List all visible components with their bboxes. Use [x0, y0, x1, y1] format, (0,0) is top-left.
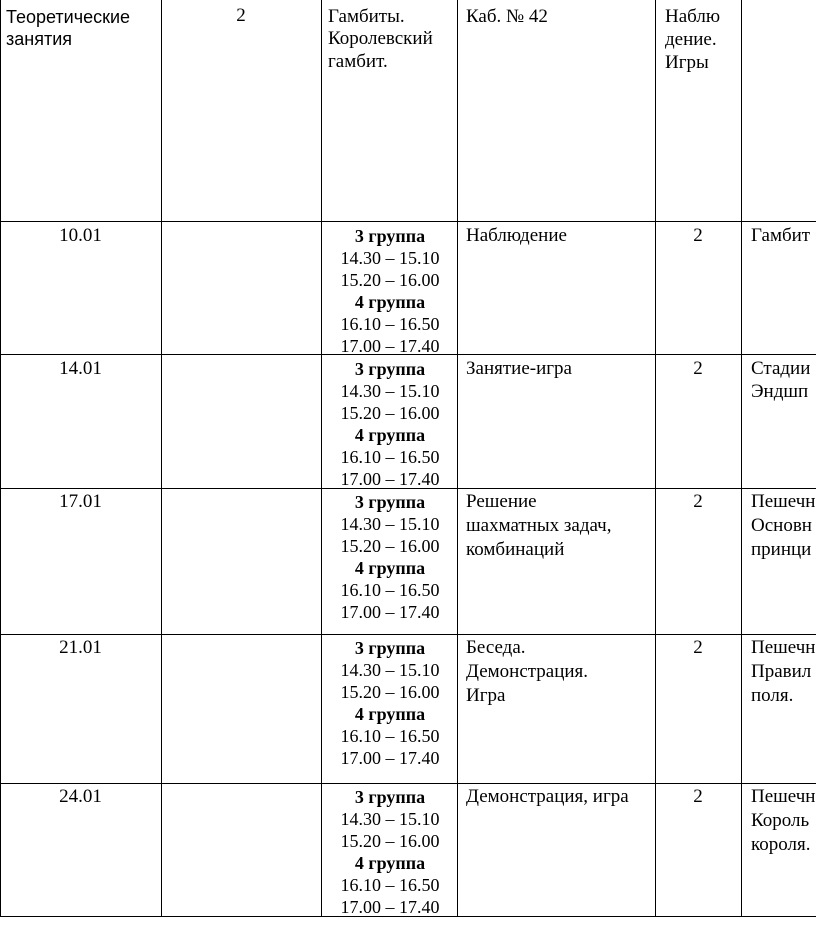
row-topic: Правил: [751, 661, 812, 682]
cell-control-line3: Игры: [665, 52, 709, 73]
row-form: Демонстрация, игра: [466, 786, 629, 807]
cell-type-line1: Теоретические: [6, 7, 131, 27]
cell-topic-line1: Гамбиты.: [328, 6, 405, 27]
row-schedule: [322, 225, 458, 357]
time-slot: 14.30 – 15.10: [340, 381, 440, 401]
row-topic: Король: [751, 810, 810, 831]
row-date: 14.01: [59, 358, 102, 379]
row-topic: принци: [751, 539, 812, 560]
cell-hours: 2: [236, 5, 246, 26]
time-slot: 17.00 – 17.40: [340, 897, 440, 917]
row-form: Решение: [466, 491, 537, 512]
row-date: 17.01: [59, 491, 102, 512]
time-slot: 17.00 – 17.40: [340, 602, 440, 622]
row-topic: Стадии: [751, 358, 811, 379]
row-topic: поля.: [751, 685, 794, 706]
grid-line: [741, 0, 742, 917]
grid-line: [655, 0, 656, 917]
cell-room: Каб. № 42: [466, 6, 548, 27]
group-label: 3 группа: [354, 359, 426, 379]
time-slot: 16.10 – 16.50: [340, 314, 440, 334]
row-form: Беседа.: [466, 637, 526, 658]
row-schedule: [322, 491, 458, 623]
row-form: Занятие-игра: [466, 358, 572, 379]
row-date: 21.01: [59, 637, 102, 658]
grid-line: [0, 221, 816, 222]
grid-line: [0, 0, 1, 917]
row-topic: Пешечн: [751, 637, 816, 658]
row-topic: Основн: [751, 515, 812, 536]
group-label: 4 группа: [354, 558, 426, 578]
time-slot: 16.10 – 16.50: [340, 726, 440, 746]
time-slot: 15.20 – 16.00: [340, 831, 440, 851]
time-slot: 14.30 – 15.10: [340, 248, 440, 268]
row-hours: 2: [693, 225, 703, 246]
group-label: 3 группа: [354, 226, 426, 246]
time-slot: 15.20 – 16.00: [340, 682, 440, 702]
time-slot: 16.10 – 16.50: [340, 447, 440, 467]
grid-line: [0, 783, 816, 784]
time-slot: 17.00 – 17.40: [340, 748, 440, 768]
row-schedule: [322, 637, 458, 769]
row-hours: 2: [693, 358, 703, 379]
cell-control-line1: Наблю: [665, 6, 721, 27]
cell-topic-line3: гамбит.: [328, 51, 388, 72]
time-slot: 14.30 – 15.10: [340, 514, 440, 534]
cell-type-line2: занятия: [6, 29, 72, 49]
row-topic: Пешечн: [751, 786, 816, 807]
time-slot: 14.30 – 15.10: [340, 809, 440, 829]
group-label: 3 группа: [354, 492, 426, 512]
time-slot: 16.10 – 16.50: [340, 875, 440, 895]
row-hours: 2: [693, 786, 703, 807]
group-label: 4 группа: [354, 853, 426, 873]
group-label: 4 группа: [354, 292, 426, 312]
row-form: Наблюдение: [466, 225, 567, 246]
row-hours: 2: [693, 637, 703, 658]
time-slot: 16.10 – 16.50: [340, 580, 440, 600]
cell-topic-line2: Королевский: [328, 28, 433, 49]
row-date: 10.01: [59, 225, 102, 246]
row-form: Игра: [466, 685, 506, 706]
row-hours: 2: [693, 491, 703, 512]
row-date: 24.01: [59, 786, 102, 807]
row-topic: короля.: [751, 834, 811, 855]
row-topic: Эндшп: [751, 381, 809, 402]
group-label: 4 группа: [354, 425, 426, 445]
row-form: шахматных задач,: [466, 515, 612, 536]
group-label: 4 группа: [354, 704, 426, 724]
time-slot: 17.00 – 17.40: [340, 336, 440, 356]
row-schedule: [322, 358, 458, 490]
time-slot: 17.00 – 17.40: [340, 469, 440, 489]
grid-line: [161, 0, 162, 917]
grid-line: [0, 634, 816, 635]
row-form: комбинаций: [466, 539, 565, 560]
time-slot: 14.30 – 15.10: [340, 660, 440, 680]
row-schedule: [322, 786, 458, 918]
row-topic: Пешечн: [751, 491, 816, 512]
time-slot: 15.20 – 16.00: [340, 536, 440, 556]
group-label: 3 группа: [354, 787, 426, 807]
row-topic: Гамбит: [751, 225, 811, 246]
row-form: Демонстрация.: [466, 661, 589, 682]
time-slot: 15.20 – 16.00: [340, 270, 440, 290]
time-slot: 15.20 – 16.00: [340, 403, 440, 423]
group-label: 3 группа: [354, 638, 426, 658]
cell-control-line2: дение.: [665, 29, 717, 50]
